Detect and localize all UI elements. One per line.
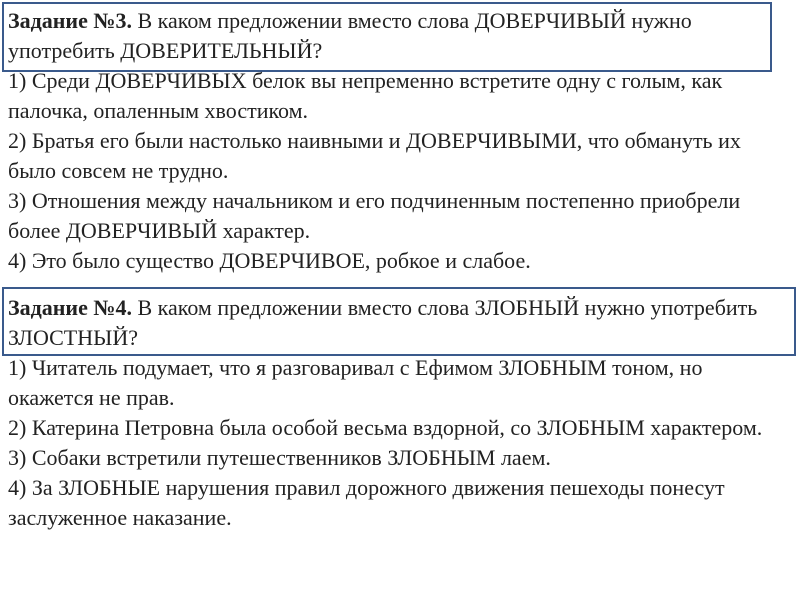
task3-option-3: 3) Отношения между начальником и его подчиненным постепенно приобрели более ДОВЕРЧИВЫЙ характер. bbox=[8, 188, 741, 243]
task3-option-4: 4) Это было существо ДОВЕРЧИВОЕ, робкое и слабое. bbox=[8, 248, 531, 273]
task3-question-text: В каком предложении вместо слова ДОВЕРЧИВЫЙ нужно употребить ДОВЕРИТЕЛЬНЫЙ? bbox=[8, 8, 692, 63]
task3-option-2: 2) Братья его были настолько наивными и ДОВЕРЧИВЫМИ, что обмануть их было совсем не трудно. bbox=[8, 128, 741, 183]
task4-option-2: 2) Катерина Петровна была особой весьма вздорной, со ЗЛОБНЫМ характером. bbox=[8, 415, 763, 440]
task3-block bbox=[8, 6, 792, 276]
task4-question-text: В каком предложении вместо слова ЗЛОБНЫЙ нужно употребить ЗЛОСТНЫЙ? bbox=[8, 295, 758, 350]
task4-block bbox=[8, 293, 792, 533]
task4-option-1: 1) Читатель подумает, что я разговаривал с Ефимом ЗЛОБНЫМ тоном, но окажется не прав. bbox=[8, 355, 703, 410]
task3-label: Задание №3. bbox=[8, 8, 132, 33]
task4-option-4: 4) За ЗЛОБНЫЕ нарушения правил дорожного движения пешеходы понесут заслуженное наказание. bbox=[8, 475, 725, 530]
task3-option-1: 1) Среди ДОВЕРЧИВЫХ белок вы непременно встретите одну с голым, как палочка, опаленным хвостиком. bbox=[8, 68, 723, 123]
task4-label: Задание №4. bbox=[8, 295, 132, 320]
task3-question bbox=[8, 6, 792, 66]
task4-option-3: 3) Собаки встретили путешественников ЗЛОБНЫМ лаем. bbox=[8, 445, 551, 470]
task4-question bbox=[8, 293, 792, 353]
